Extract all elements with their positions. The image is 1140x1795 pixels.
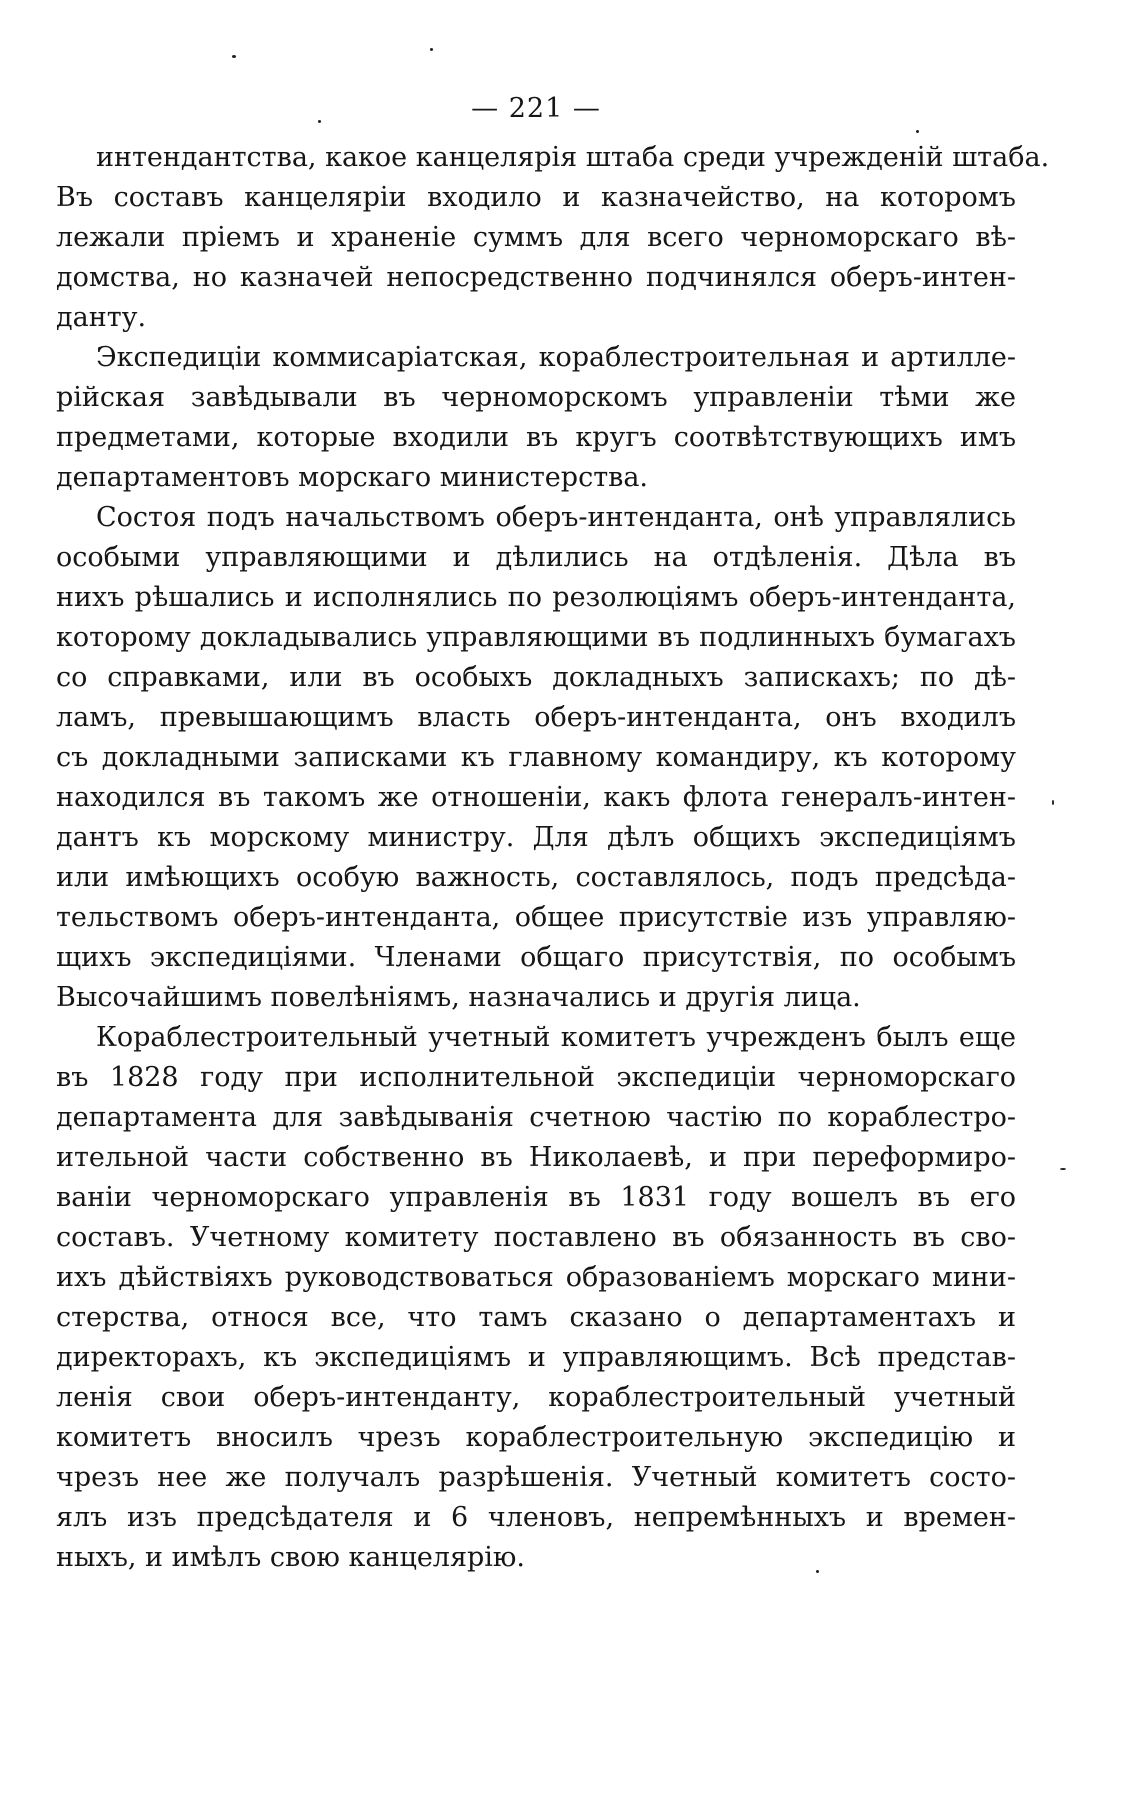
text-line: съ докладными записками къ главному командиру, къ которому [56, 742, 1016, 773]
print-speck [232, 55, 236, 58]
text-line: Состоя подъ начальствомъ оберъ-интенданта, онѣ управлялись [96, 502, 1016, 533]
text-line: чрезъ нее же получалъ разрѣшенія. Учетный комитетъ состо- [56, 1462, 1016, 1493]
text-line: интендантства, какое канцелярія штаба среди учрежденій штаба. [96, 142, 1050, 173]
text-line: данту. [56, 302, 147, 333]
text-line: лежали пріемъ и храненіе суммъ для всего черноморскаго вѣ- [56, 222, 1016, 253]
print-speck [1052, 800, 1054, 805]
paragraph [56, 138, 1050, 338]
text-line: тельствомъ оберъ-интенданта, общее присутствіе изъ управляю- [56, 902, 1016, 933]
body-text [56, 138, 1050, 1578]
text-line: Экспедиціи коммисаріатская, кораблестроительная и артилле- [96, 342, 1016, 373]
text-line: ламъ, превышающимъ власть оберъ-интенданта, онъ входилъ [56, 702, 1016, 733]
text-line: находился въ такомъ же отношеніи, какъ флота генералъ-интен- [56, 782, 1016, 813]
print-speck [430, 48, 433, 51]
text-line: составъ. Учетному комитету поставлено въ обязанность въ сво- [56, 1222, 1016, 1253]
print-speck [1060, 1168, 1066, 1170]
text-line: дантъ къ морскому министру. Для дѣлъ общихъ экспедиціямъ [56, 822, 1016, 853]
text-line: или имѣющихъ особую важность, составлялось, подъ предсѣда- [56, 862, 1016, 893]
text-line: домства, но казначей непосредственно подчинялся оберъ-интен- [56, 262, 1016, 293]
paragraph [56, 338, 1016, 498]
book-page [56, 92, 1050, 1578]
text-line: рійская завѣдывали въ черноморскомъ управленіи тѣми же [56, 382, 1016, 413]
text-line: директорахъ, къ экспедиціямъ и управляющимъ. Всѣ представ- [56, 1342, 1016, 1373]
text-line: ваніи черноморскаго управленія въ 1831 году вошелъ въ его [56, 1182, 1016, 1213]
text-line: ныхъ, и имѣлъ свою канцелярію. [56, 1542, 525, 1573]
text-line: ялъ изъ предсѣдателя и 6 членовъ, непремѣнныхъ и времен- [56, 1502, 1016, 1533]
text-line: стерства, относя все, что тамъ сказано о департаментахъ и [56, 1302, 1016, 1333]
text-line: ихъ дѣйствіяхъ руководствоваться образованіемъ морскаго мини- [56, 1262, 1016, 1293]
text-line: со справками, или въ особыхъ докладныхъ запискахъ; по дѣ- [56, 662, 1016, 693]
text-line: департамента для завѣдыванія счетною частію по кораблестро- [56, 1102, 1016, 1133]
page-number: — 221 — [471, 93, 601, 124]
text-line: ленія свои оберъ-интенданту, кораблестроительный учетный [56, 1382, 1016, 1413]
text-line: Въ составъ канцеляріи входило и казначейство, на которомъ [56, 182, 1016, 213]
text-line: Кораблестроительный учетный комитетъ учрежденъ былъ еще [96, 1022, 1016, 1053]
text-line: Высочайшимъ повелѣніямъ, назначались и другія лица. [56, 982, 861, 1013]
text-line: особыми управляющими и дѣлились на отдѣленія. Дѣла въ [56, 542, 1016, 573]
text-line: которому докладывались управляющими въ подлинныхъ бумагахъ [56, 622, 1016, 653]
paragraph [56, 498, 1016, 1018]
paragraph [56, 1018, 1016, 1578]
text-line: департаментовъ морскаго министерства. [56, 462, 649, 493]
text-line: предметами, которые входили въ кругъ соотвѣтствующихъ имъ [56, 422, 1016, 453]
text-line: нихъ рѣшались и исполнялись по резолюціямъ оберъ-интенданта, [56, 582, 1016, 613]
text-line: ительной части собственно въ Николаевѣ, и при переформиро- [56, 1142, 1016, 1173]
text-line: комитетъ вносилъ чрезъ кораблестроительную экспедицію и [56, 1422, 1016, 1453]
text-line: въ 1828 году при исполнительной экспедиціи черноморскаго [56, 1062, 1016, 1093]
text-line: щихъ экспедиціями. Членами общаго присутствія, по особымъ [56, 942, 1016, 973]
